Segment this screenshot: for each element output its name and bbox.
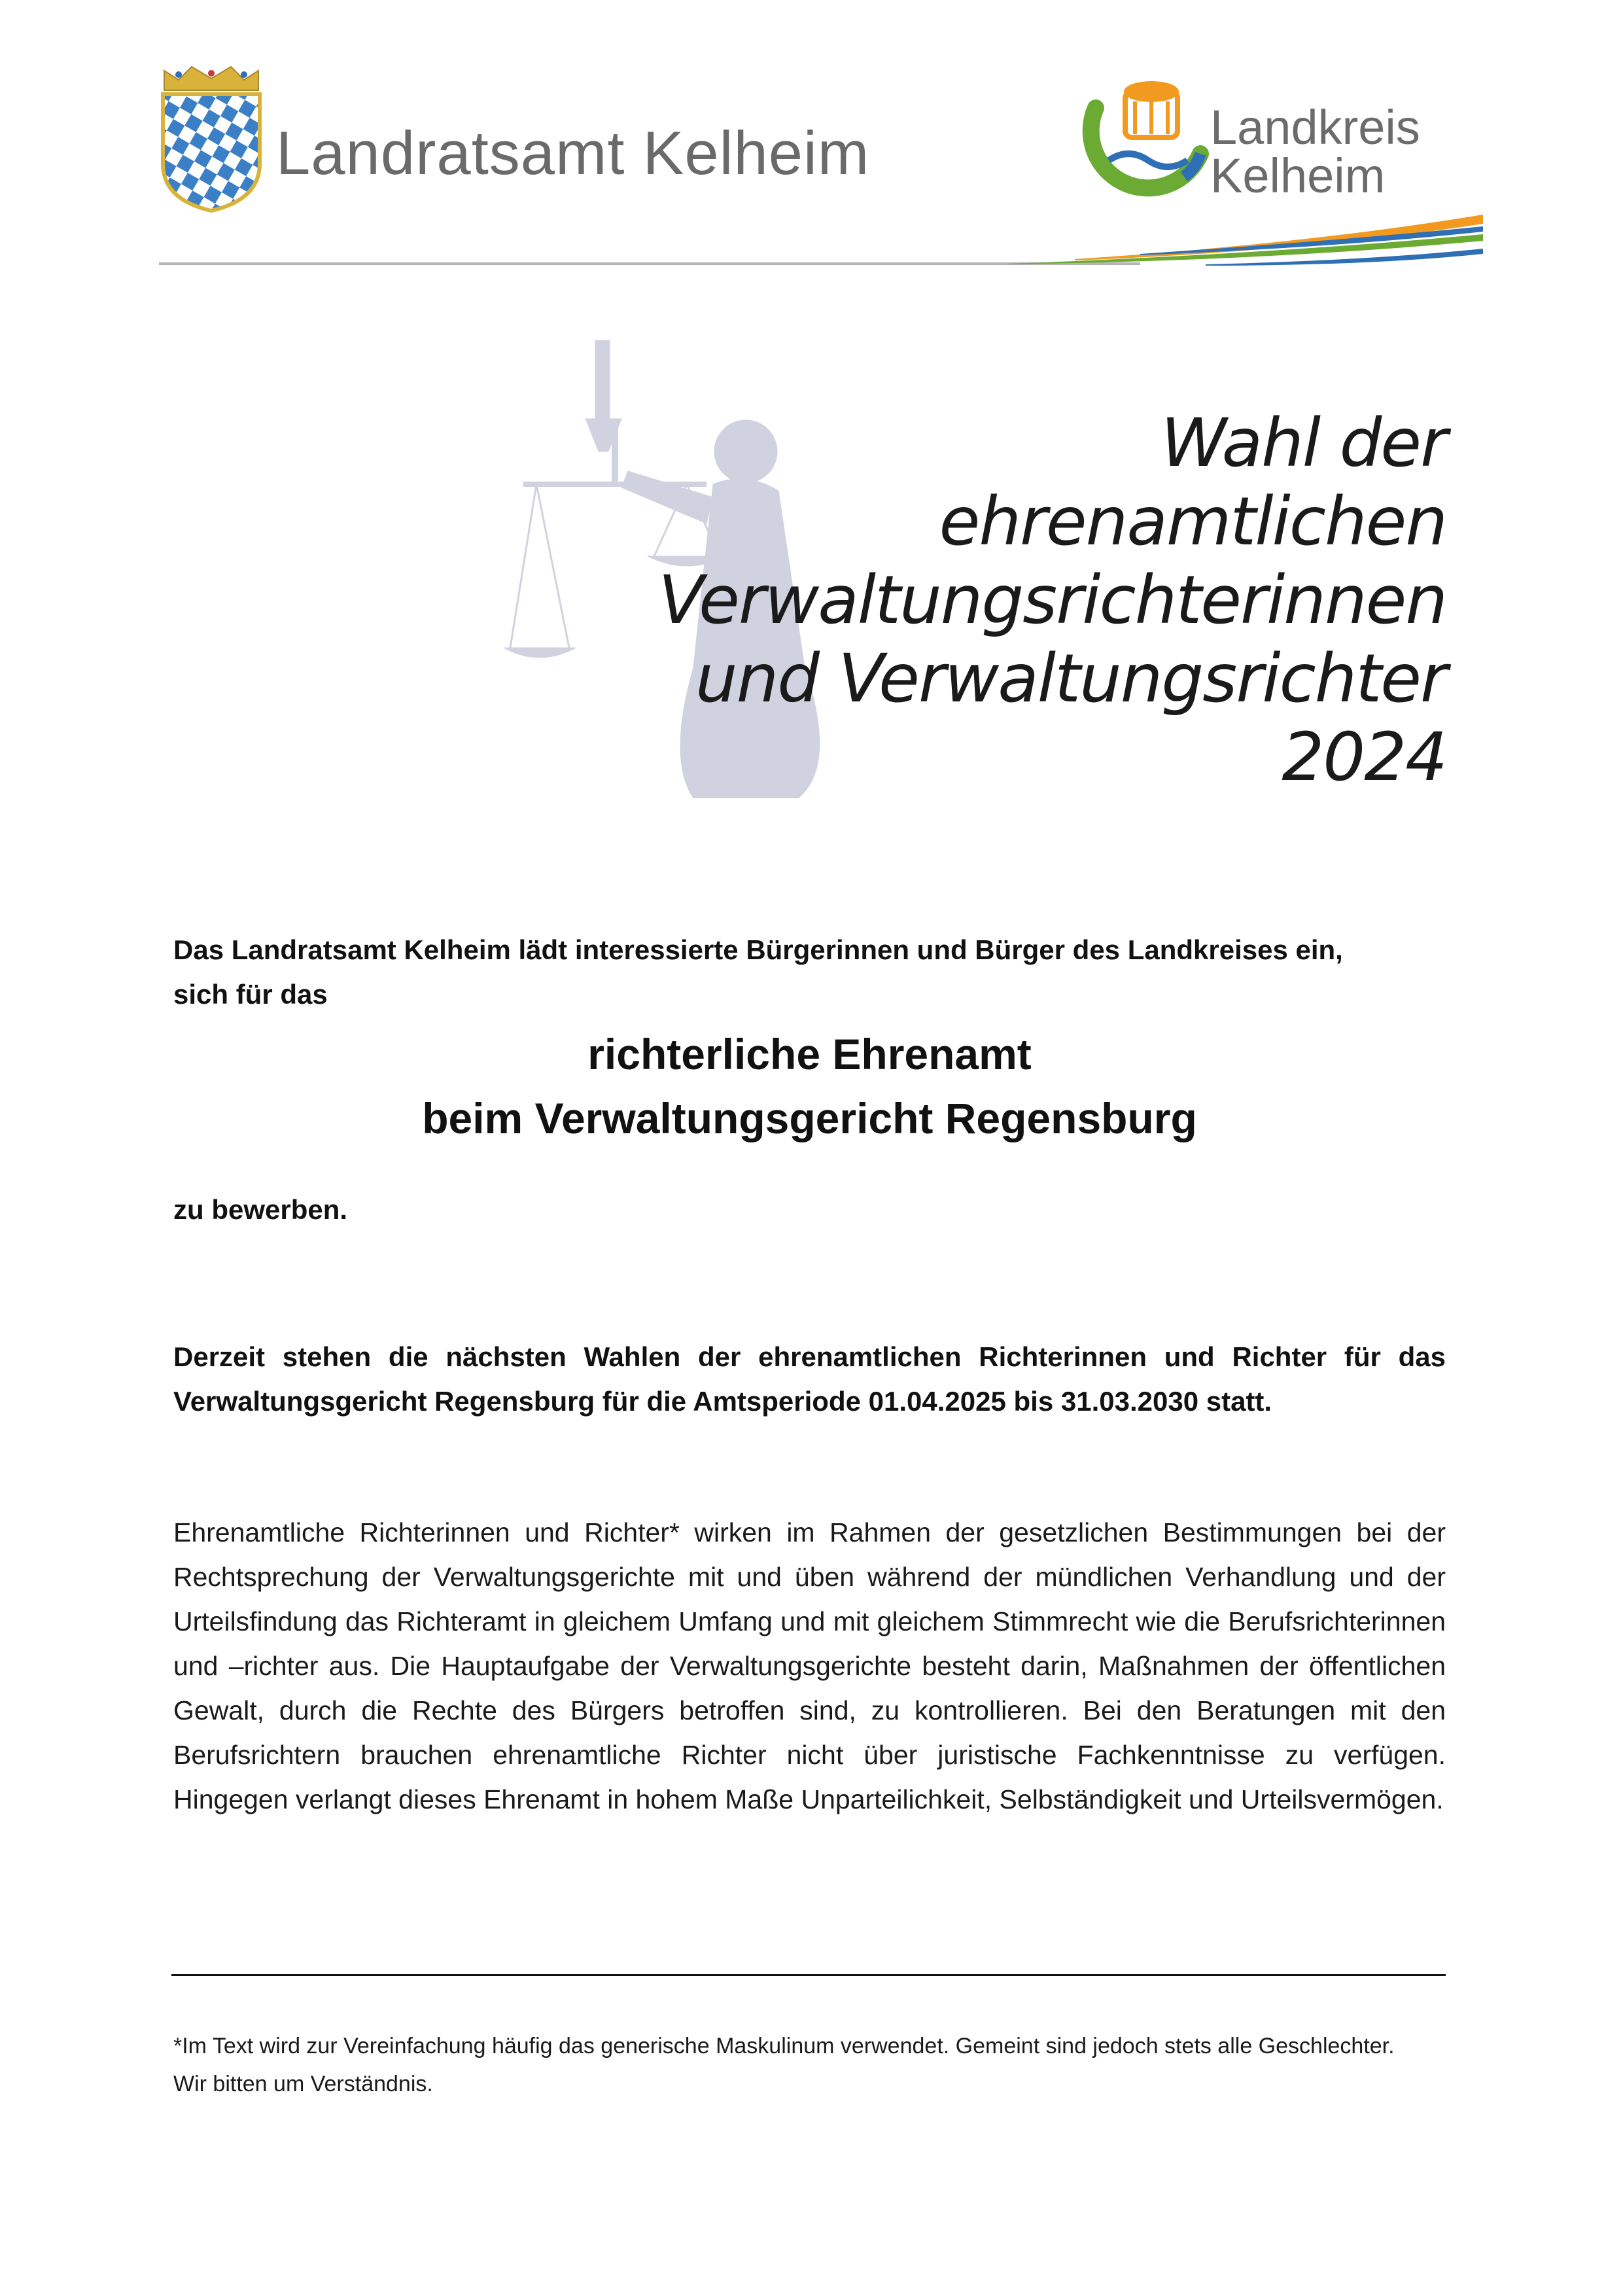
highlight-heading [173,1022,1446,1150]
title-line-3: Verwaltungsrichterinnen [658,561,1446,639]
footnote [173,2027,1446,2103]
landkreis-kelheim-logo-icon [1070,62,1230,213]
highlight-line-2: beim Verwaltungsgericht Regensburg [422,1094,1197,1142]
election-info-paragraph: Derzeit stehen die nächsten Wahlen der ehrenamtlichen Richterinnen und Richter für das Verwaltungsgericht Regensburg für die Amtsperiode 01.04.2025 bis 31.03.2030 statt. [173,1341,1446,1417]
title-line-2: ehrenamtlichen [939,483,1446,561]
header-divider [159,208,1483,267]
title-line-5: 2024 [1282,718,1446,796]
description-paragraph: Ehrenamtliche Richterinnen und Richter* wirken im Rahmen der gesetzlichen Bestimmungen bei der Rechtsprechung der Verwaltungsgerichte mit und üben während der mündlichen Verhandlung und der Urteilsfindung das Richteramt in gleichem Umfang und mit gleichem Stimmrecht wie die Berufsrichterinnen und –richter aus. Die Hauptaufgabe der Verwaltungsgerichte besteht darin, Maßnahmen der öffentlichen Gewalt, durch die Rechte des Bürgers betroffen sind, zu kontrollieren. Bei den Beratungen mit den Berufsrichtern brauchen ehrenamtliche Richter nicht über juristische Fachkenntnisse zu verfügen. Hingegen verlangt dieses Ehrenamt in hohem Maße Unparteilichkeit, Selbständigkeit und Urteilsvermögen. [173,1517,1446,1814]
organization-name: Landratsamt Kelheim [276,118,870,187]
title-line-1: Wahl der [1161,404,1446,482]
invitation-line-1: Das Landratsamt Kelheim lädt interessierte Bürgerinnen und Bürger des Landkreises ein, [173,934,1343,965]
highlight-line-1: richterliche Ehrenamt [587,1030,1032,1078]
document-title [400,404,1446,797]
footnote-line-1: *Im Text wird zur Vereinfachung häufig das generische Maskulinum verwendet. Gemeint sind jedoch stets alle Geschlechter. [173,2034,1395,2058]
district-name-line2: Kelheim [1210,149,1386,203]
invitation-line-2: sich für das [173,979,328,1010]
invitation-paragraph [173,928,1446,1017]
district-name-line1: Landkreis [1210,100,1420,154]
bavarian-crest-icon [159,65,264,213]
footnote-line-2: Wir bitten um Verständnis. [173,2072,433,2096]
title-line-4: und Verwaltungsrichter [695,640,1446,718]
footnote-divider [171,1974,1446,1976]
apply-text: zu bewerben. [173,1194,348,1225]
